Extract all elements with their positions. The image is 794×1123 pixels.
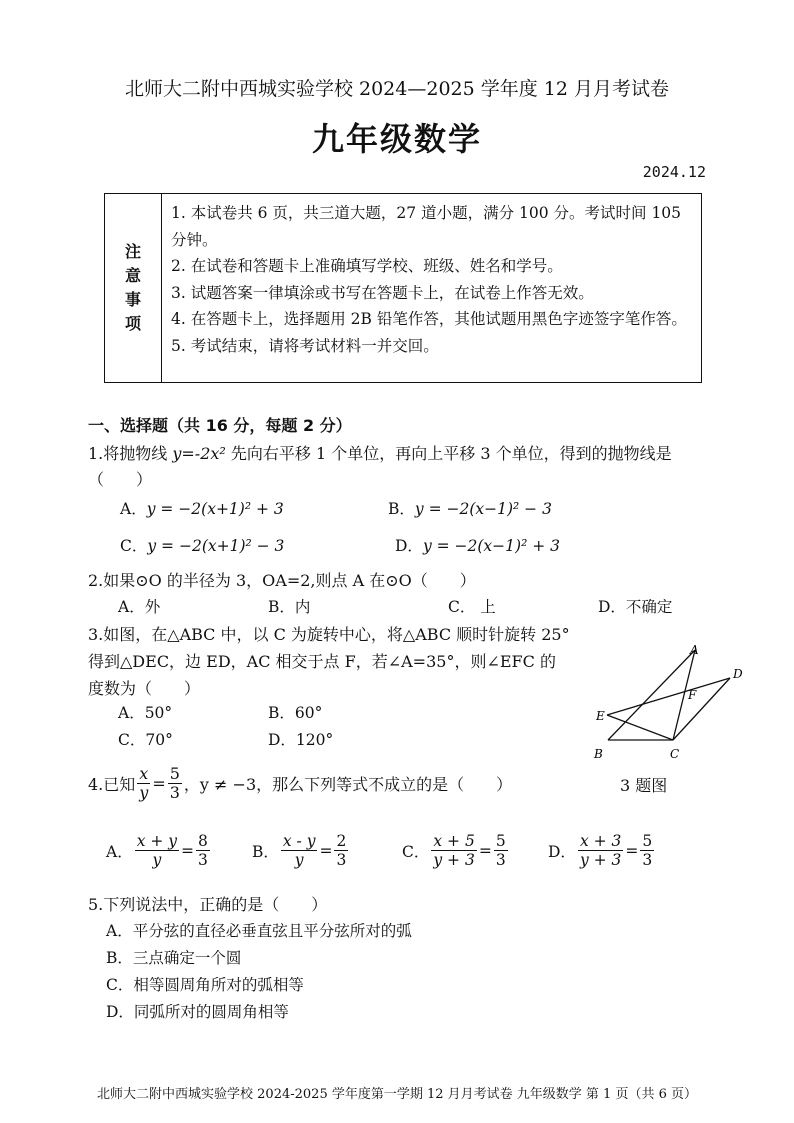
q3-geometry-figure — [585, 640, 755, 770]
option-rhs-fraction — [494, 832, 508, 869]
fraction-denominator: 3 — [642, 851, 653, 869]
q5-option-a: A．平分弦的直径必垂直弦且平分弦所对的弧 — [106, 922, 412, 940]
q1-option-c — [120, 534, 284, 556]
segment-ec — [607, 715, 673, 740]
equals-sign: = — [181, 841, 195, 860]
q2-option-a: A．外 — [118, 598, 161, 616]
figure-caption: 3 题图 — [620, 776, 668, 795]
option-expression: y = −2(x−1)² − 3 — [414, 500, 552, 518]
question-5-stem: 5.下列说法中，正确的是（ ） — [88, 895, 328, 914]
notice-heading-char: 注 — [124, 242, 141, 261]
notice-item: 3. 试题答案一律填涂或书写在答题卡上，在试卷上作答无效。 — [171, 283, 594, 302]
fraction-denominator: 3 — [198, 851, 208, 869]
fraction-numerator: x - y — [282, 832, 316, 850]
q1-option-a — [120, 497, 284, 519]
question-4-stem — [88, 765, 512, 802]
fraction-numerator: x + 5 — [433, 832, 475, 850]
q4-given-rhs — [168, 765, 182, 802]
q2-option-d: D．不确定 — [598, 598, 673, 616]
notice-box — [104, 193, 702, 383]
question-1-stem — [88, 441, 672, 464]
q1-answer-bracket: （ ） — [88, 470, 153, 489]
fraction-denominator: y — [294, 851, 304, 869]
option-expression: y = −2(x+1)² − 3 — [147, 537, 285, 555]
q1-option-b — [388, 497, 552, 519]
fraction-denominator: y + 3 — [433, 851, 475, 869]
q2-option-b: B．内 — [268, 598, 311, 616]
option-rhs-fraction — [640, 832, 654, 869]
option-label: A． — [120, 500, 147, 518]
q4-option-b — [252, 832, 350, 869]
fraction-denominator: 3 — [169, 783, 180, 802]
q1-text-a: 1.将抛物线 — [88, 444, 173, 463]
point-label-b: B — [594, 747, 603, 761]
option-label: C． — [120, 537, 148, 555]
fraction-denominator: y + 3 — [579, 851, 622, 869]
equals-sign: = — [152, 774, 166, 793]
notice-item: 1. 本试卷共 6 页，共三道大题，27 道小题，满分 100 分。考试时间 105 分钟。 — [171, 204, 682, 249]
q3-option-a: A．50° — [118, 704, 173, 722]
q4-option-c — [402, 832, 510, 869]
option-label: B． — [252, 842, 279, 861]
fraction-numerator: x — [139, 764, 149, 783]
point-label-a: A — [690, 643, 699, 657]
exam-header: 北师大二附中西城实验学校 2024—2025 学年度 12 月月考试卷 — [124, 78, 670, 100]
option-lhs-fraction — [281, 832, 318, 869]
question-3-stem-line3: 度数为（ ） — [88, 679, 201, 698]
option-label: D． — [548, 842, 576, 861]
equals-sign: = — [319, 841, 333, 860]
point-label-f: F — [688, 688, 697, 702]
q4-option-d — [548, 832, 656, 869]
segment-dc — [673, 678, 730, 740]
fraction-numerator: 5 — [169, 764, 180, 783]
q5-option-c: C．相等圆周角所对的弧相等 — [106, 976, 304, 994]
q3-option-b: B．60° — [268, 704, 323, 722]
option-rhs-fraction — [196, 832, 210, 869]
segment-ba — [608, 650, 695, 740]
fraction-denominator: y — [139, 783, 149, 802]
q1-option-d — [395, 534, 560, 556]
option-label: D． — [395, 537, 423, 555]
fraction-denominator: 3 — [336, 851, 347, 869]
option-lhs-fraction — [578, 832, 623, 869]
option-rhs-fraction — [334, 832, 348, 869]
equals-sign: = — [478, 841, 492, 860]
option-label: C． — [402, 842, 430, 861]
q5-option-b: B．三点确定一个圆 — [106, 949, 242, 967]
notice-heading-char: 项 — [124, 314, 141, 333]
fraction-numerator: 5 — [495, 832, 506, 850]
option-expression: y = −2(x+1)² + 3 — [146, 500, 284, 518]
q3-option-d: D．120° — [268, 731, 334, 749]
q4-given-fraction — [137, 765, 150, 802]
q1-text-b: 先向右平移 1 个单位，再向上平移 3 个单位，得到的抛物线是 — [225, 444, 672, 463]
notice-item: 4. 在答题卡上，选择题用 2B 铅笔作答，其他试题用黑色字迹签字笔作答。 — [171, 310, 687, 328]
notice-body — [171, 200, 695, 359]
option-label: A． — [106, 842, 133, 861]
notice-item: 5. 考试结束，请将考试材料一并交回。 — [171, 336, 439, 355]
fraction-denominator: 3 — [495, 851, 506, 869]
option-label: B． — [388, 500, 415, 518]
q4-option-a — [106, 832, 212, 869]
q4-condition: ，y ≠ −3，那么下列等式不成立的是（ ） — [183, 775, 513, 794]
segment-ed — [607, 678, 730, 715]
fraction-numerator: 5 — [642, 832, 653, 850]
q1-expression: y=-2x² — [172, 444, 226, 463]
fraction-numerator: x + y — [136, 832, 178, 850]
section-title: 一、选择题（共 16 分，每题 2 分） — [88, 416, 352, 435]
q4-prefix: 4.已知 — [88, 775, 136, 794]
fraction-numerator: 2 — [336, 832, 347, 850]
question-2-stem: 2.如果⊙O 的半径为 3，OA=2,则点 A 在⊙O（ ） — [88, 571, 476, 590]
question-3-stem-line2: 得到△DEC，边 ED，AC 相交于点 F，若∠A=35°，则∠EFC 的 — [88, 652, 556, 671]
exam-title: 九年级数学 — [311, 120, 482, 158]
point-label-d: D — [733, 667, 743, 681]
q3-option-c: C．70° — [118, 731, 173, 749]
exam-date: 2024.12 — [642, 163, 706, 181]
point-label-e: E — [596, 709, 605, 723]
page-footer: 北师大二附中西城实验学校 2024-2025 学年度第一学期 12 月月考试卷 九年级数学 第 1 页（共 6 页） — [97, 1087, 697, 1102]
q5-option-d: D．同弧所对的圆周角相等 — [106, 1003, 289, 1021]
point-label-c: C — [670, 747, 680, 761]
notice-heading-char: 事 — [124, 290, 141, 309]
notice-item: 2. 在试卷和答题卡上准确填写学校、班级、姓名和学号。 — [171, 257, 563, 275]
option-lhs-fraction — [135, 832, 179, 869]
notice-heading-char: 意 — [124, 266, 141, 285]
fraction-denominator: y — [152, 851, 162, 869]
equals-sign: = — [625, 841, 639, 860]
option-expression: y = −2(x−1)² + 3 — [422, 537, 560, 555]
q2-option-c: C． 上 — [448, 598, 496, 616]
option-lhs-fraction — [431, 832, 476, 869]
fraction-numerator: x + 3 — [579, 832, 622, 850]
notice-heading — [105, 194, 162, 382]
question-3-stem-line1: 3.如图，在△ABC 中，以 C 为旋转中心，将△ABC 顺时针旋转 25° — [88, 625, 570, 644]
fraction-numerator: 8 — [198, 832, 208, 850]
